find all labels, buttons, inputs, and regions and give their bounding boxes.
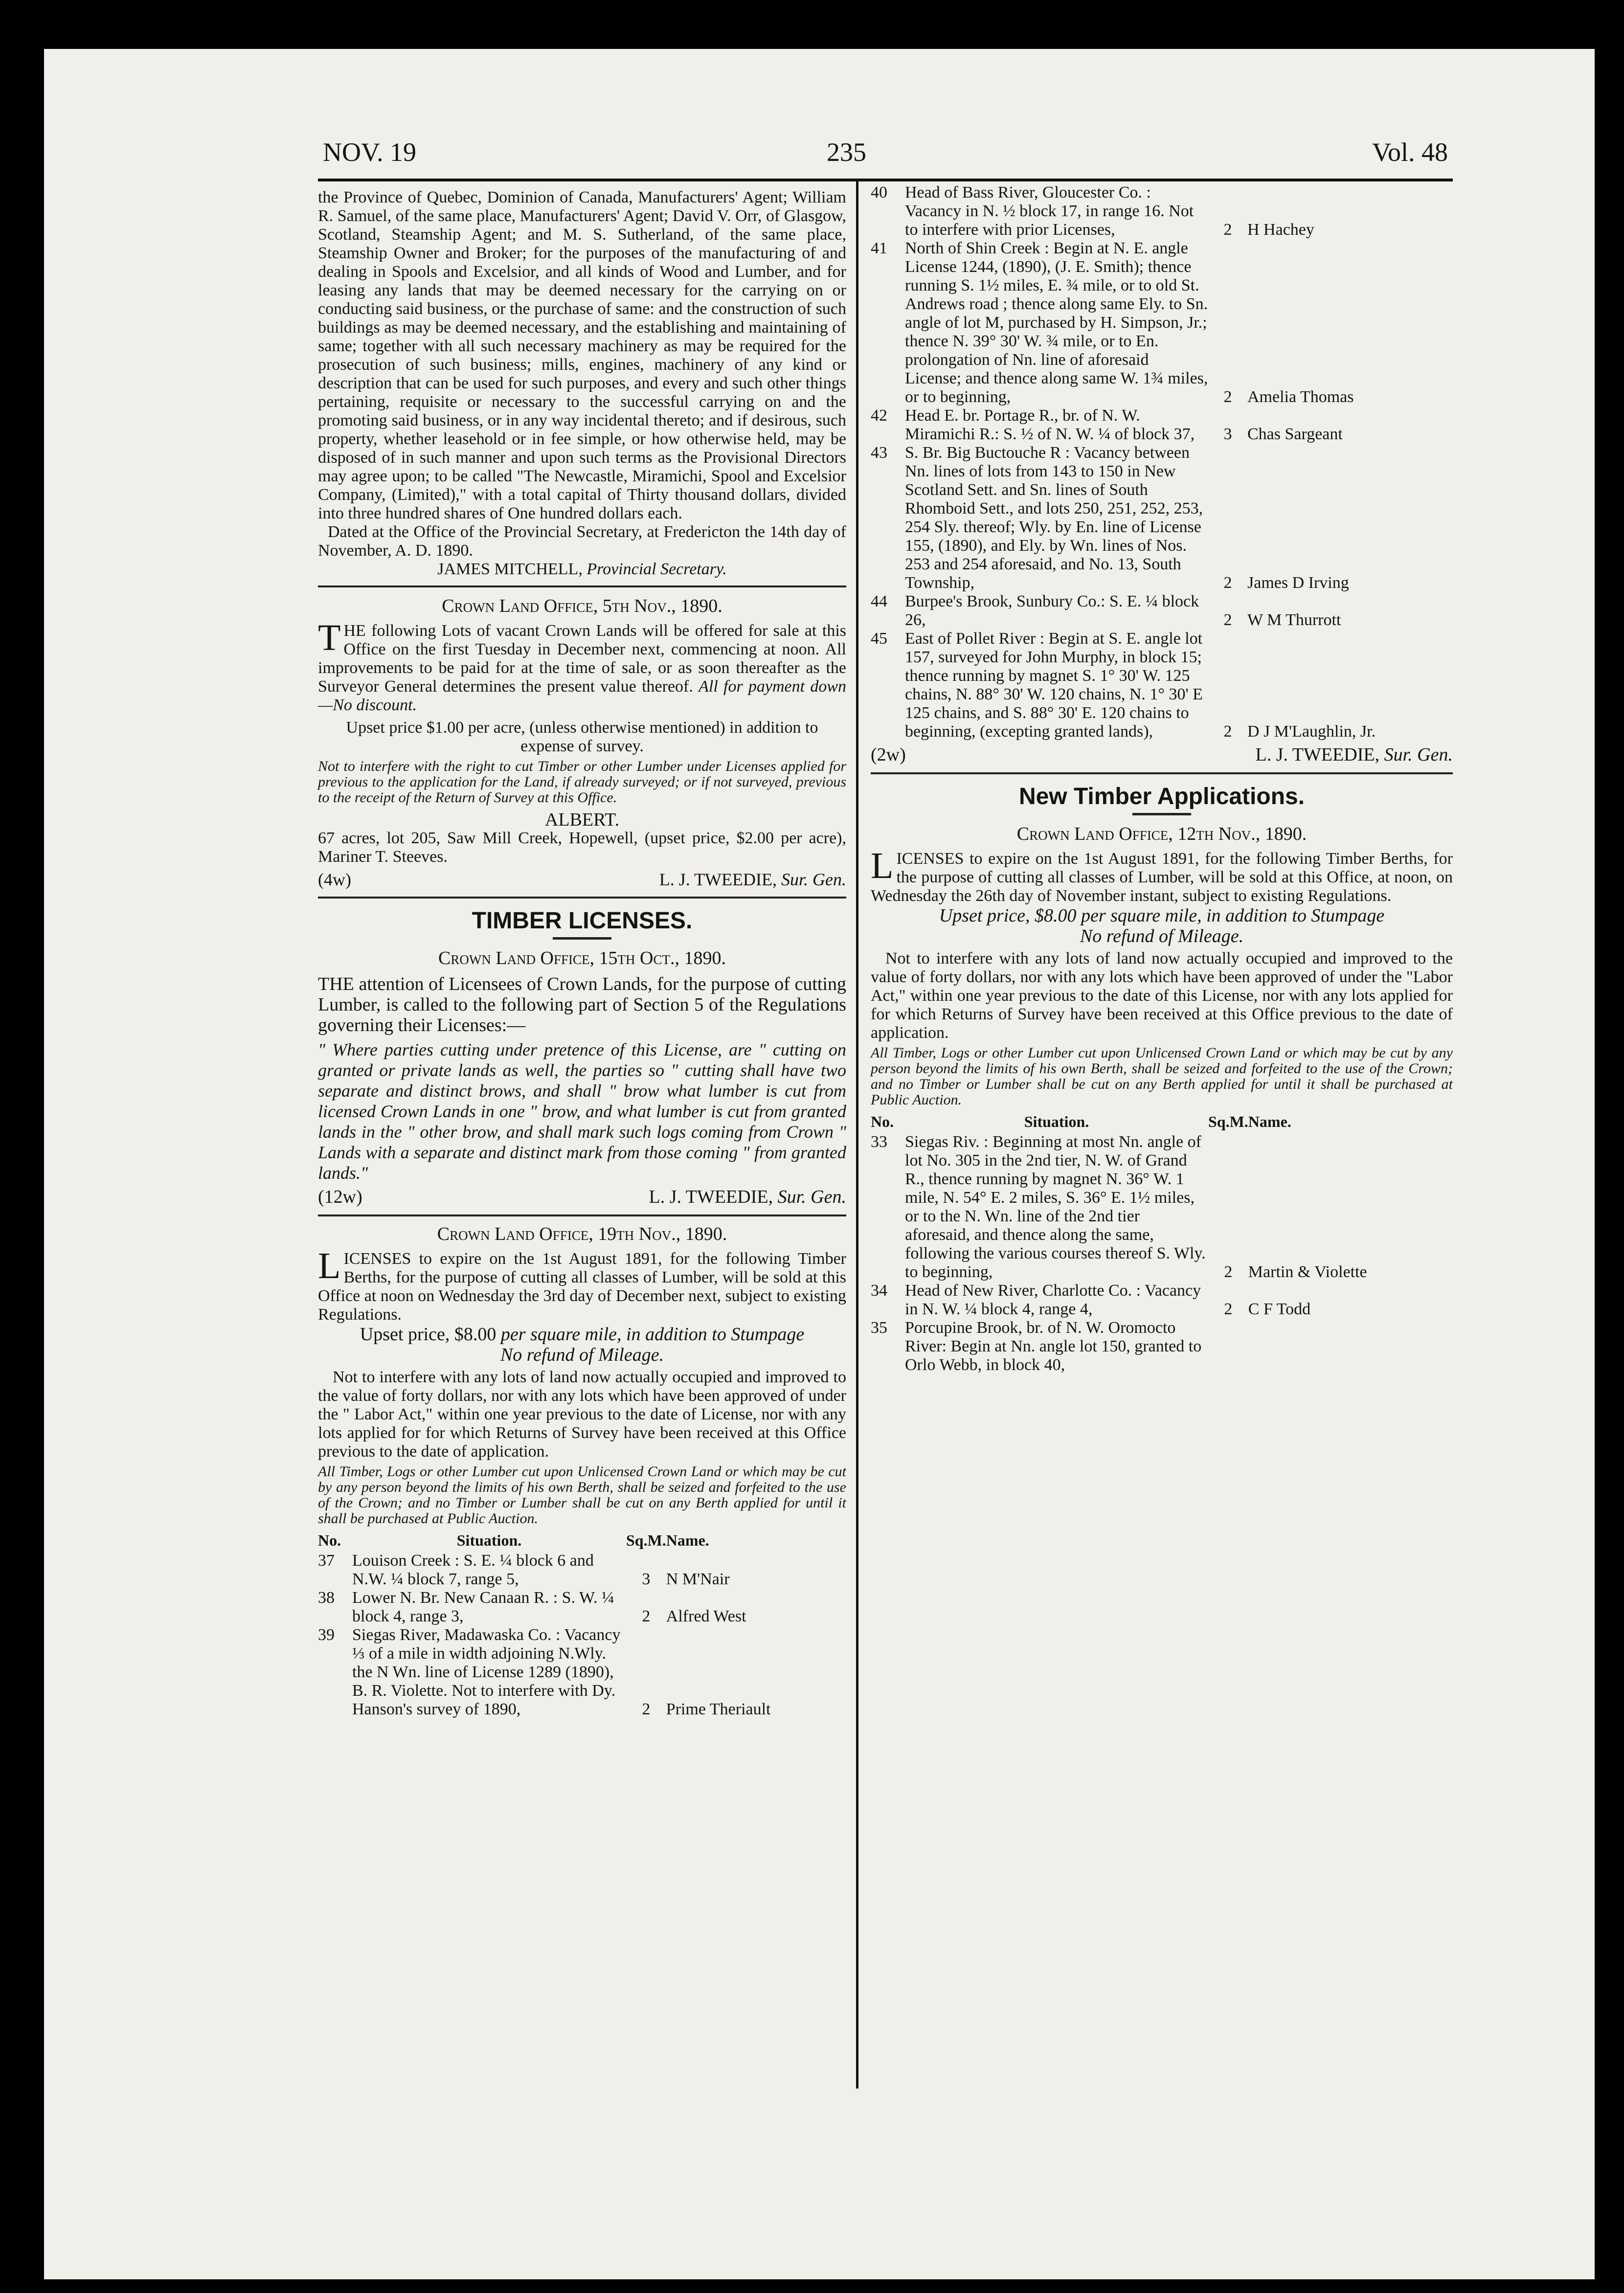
page-number: 235: [827, 137, 866, 167]
table-row: [871, 1281, 1453, 1319]
row-situation: Porcupine Brook, br. of N. W. Oromocto River: Begin at Nn. angle lot 150, granted to Orlo Webb, in block 40,: [905, 1319, 1202, 1374]
table-row: [871, 406, 1453, 444]
row-sqm: 3: [642, 1570, 651, 1588]
clo3-upset: Upset price, $8.00 per square mile, in addition to Stumpage No refund of Mileage.: [360, 1324, 805, 1365]
row-name: C F Todd: [1248, 1300, 1311, 1318]
timber-quote: " Where parties cutting under pretence of this License, are " cutting on granted or private lands as well, the parties so " cutting shall have two separate and distinct brows, and shall " brow what lumber is cut from licensed Crown Lands in one " brow, and what lumber is cut from granted lands in the " other brow, and shall mark such logs coming from Crown " Lands with a separate and distinct mark from those coming " from granted lands.": [318, 1040, 846, 1183]
col-situation: Situation.: [1024, 1113, 1089, 1130]
row-no: 41: [871, 239, 887, 257]
table-header-row: [871, 1111, 1453, 1133]
clo3-header: Crown Land Office, 19th Nov., 1890.: [437, 1224, 727, 1244]
clo1-note: Not to interfere with the right to cut Timber or other Lumber under Licenses applied for previous to the application for the Land, if already surveyed; or if not surveyed, previous to the receipt of the Return of Survey at this Office.: [318, 758, 846, 806]
timber-licenses-heading: TIMBER LICENSES.: [472, 908, 693, 934]
row-name: Alfred West: [666, 1607, 746, 1625]
row-no: 45: [871, 629, 887, 648]
row-name: W M Thurrott: [1247, 611, 1341, 629]
row-sqm: 2: [1224, 1263, 1233, 1281]
column-divider: [856, 181, 858, 2089]
continued-signature: (2w) L. J. TWEEDIE, Sur. Gen.: [871, 744, 1453, 765]
row-sqm: 2: [1223, 221, 1232, 239]
heading-rule: [1132, 813, 1191, 815]
new-table: [871, 1111, 1453, 1374]
row-sqm: 2: [1223, 611, 1232, 629]
row-situation: Burpee's Brook, Sunbury Co.: S. E. ¼ block 26,: [905, 592, 1199, 629]
table-row: [871, 1133, 1453, 1281]
col-sqm: Sq.M.: [626, 1531, 666, 1549]
row-sqm: 2: [1223, 574, 1232, 592]
row-situation: S. Br. Big Buctouche R : Vacancy between Nn. lines of lots from 143 to 150 in New Scotland Sett. and Sn. lines of South Rhomboid Sett., and lots 250, 251, 252, 253, 254 Sly. thereof; Wly. by En. line of License 155, (1890), and Ely. by Wn. lines of Nos. 253 and 254 aforesaid, and No. 13, South Township,: [905, 444, 1203, 592]
row-name: Amelia Thomas: [1247, 388, 1354, 406]
row-situation: Head of New River, Charlotte Co. : Vacancy in N. W. ¼ block 4, range 4,: [905, 1281, 1201, 1318]
row-no: 37: [318, 1551, 335, 1570]
row-situation: Head of Bass River, Gloucester Co. : Vacancy in N. ½ block 17, in range 16. Not to interfere with prior Licenses,: [905, 183, 1194, 239]
header-rule: [318, 179, 1453, 181]
row-situation: Siegas River, Madawaska Co. : Vacancy ⅓ of a mile in width adjoining N.Wly. the N Wn. line of License 1289 (1890), B. R. Violette. Not to interfere with Dy. Hanson's survey of 1890,: [352, 1626, 621, 1718]
row-situation: Louison Creek : S. E. ¼ block 6 and N.W. ¼ block 7, range 5,: [352, 1551, 594, 1588]
row-no: 39: [318, 1626, 335, 1644]
newspaper-page: [44, 49, 1595, 2279]
table-header-row: [318, 1529, 846, 1551]
row-sqm: 2: [642, 1700, 651, 1718]
table-row: [318, 1626, 846, 1719]
section-rule: [871, 772, 1453, 774]
row-situation: Head E. br. Portage R., br. of N. W. Miramichi R.: S. ½ of N. W. ¼ of block 37,: [905, 406, 1195, 443]
clo1-county: ALBERT.: [544, 809, 620, 830]
left-column: [318, 188, 846, 1719]
new-note: All Timber, Logs or other Lumber cut upon Unlicensed Crown Land or which may be cut by any person beyond the limits of his own Berth, shall be seized and forfeited to the use of the Crown; and no Timber or Lumber shall be cut on any Berth applied for until it shall be purchased at Public Auction.: [871, 1045, 1453, 1108]
section-rule: [318, 897, 846, 899]
row-name: Martin & Violette: [1248, 1263, 1367, 1281]
page-header: [279, 132, 1453, 186]
row-situation: Siegas Riv. : Beginning at most Nn. angle of lot No. 305 in the 2nd tier, N. W. of Grand R., thence running by magnet N. 36° W. 1 mile, N. 54° E. 2 miles, S. 36° E. 1½ miles, or to the N. Wn. line of the 2nd tier aforesaid, and thence along the same, following the various courses thereof S. Wly. to beginning,: [905, 1133, 1206, 1281]
page-content: [279, 132, 1453, 2089]
new-timber-heading: New Timber Applications.: [1018, 784, 1305, 809]
right-column: [871, 183, 1453, 1374]
row-name: N M'Nair: [666, 1570, 730, 1588]
clo1-signature: (4w) L. J. TWEEDIE, Sur. Gen.: [318, 870, 846, 889]
row-no: 34: [871, 1281, 887, 1300]
section-rule: [318, 1214, 846, 1216]
new-body: LICENSES to expire on the 1st August 1891, for the following Timber Berths, for the purpose of cutting all classes of Lumber, will be sold at this Office, at noon, on Wednesday the 26th day of November instant, subject to existing Regulations.: [871, 845, 1453, 905]
row-situation: North of Shin Creek : Begin at N. E. angle License 1244, (1890), (J. E. Smith); thence running S. 1½ miles, E. ¾ mile, or to old St. Andrews road ; thence along same Ely. to Sn. angle of lot M, purchased by H. Simpson, Jr.; thence N. 39° 30' W. ¾ mile, or to En. prolongation of Nn. line of aforesaid License; and thence along same W. 1¾ miles, or to beginning,: [905, 239, 1208, 406]
section-rule: [318, 585, 846, 587]
row-name: H Hachey: [1247, 221, 1314, 239]
row-sqm: 2: [1223, 388, 1232, 406]
row-sqm: [1208, 1319, 1248, 1374]
col-name: Name.: [666, 1531, 709, 1549]
table-row: [318, 1551, 846, 1589]
table-row: [871, 444, 1453, 592]
row-no: 38: [318, 1589, 335, 1607]
table-row: [318, 1589, 846, 1626]
table-row: [871, 1319, 1453, 1374]
timber-signature: (12w) L. J. TWEEDIE, Sur. Gen.: [318, 1187, 846, 1207]
col-no: No.: [871, 1113, 894, 1130]
row-situation: East of Pollet River : Begin at S. E. angle lot 157, surveyed for John Murphy, in block 15; thence running by magnet S. 1° 30' W. 125 chains, N. 88° 30' W. 120 chains, N. 1° 30' E 125 chains, and S. 88° 30' E. 120 chains to beginning, (excepting granted lands),: [905, 629, 1203, 741]
clo1-header: Crown Land Office, 5th Nov., 1890.: [442, 596, 722, 616]
row-no: 42: [871, 406, 887, 425]
row-no: 43: [871, 444, 887, 462]
row-no: 33: [871, 1133, 887, 1151]
row-name: Chas Sargeant: [1247, 425, 1343, 443]
new-header: Crown Land Office, 12th Nov., 1890.: [1016, 824, 1307, 844]
secretary-signature: JAMES MITCHELL, Provincial Secretary.: [437, 560, 727, 578]
row-situation: Lower N. Br. New Canaan R. : S. W. ¼ block 4, range 3,: [352, 1589, 614, 1625]
clo3-table: [318, 1529, 846, 1719]
clo3-body2: Not to interfere with any lots of land now actually occupied and improved to the value of forty dollars, nor with any lots which have been approved of under the " Labor Act," within one year previous to the date of License, nor with any lots applied for for which Returns of Survey have been received at this Office previous to the date of application.: [318, 1368, 846, 1461]
table-row: [871, 629, 1453, 741]
row-name: D J M'Laughlin, Jr.: [1247, 722, 1376, 741]
col-sqm: Sq.M.: [1208, 1113, 1248, 1130]
clo1-body: THE following Lots of vacant Crown Lands will be offered for sale at this Office on the first Tuesday in December next, commencing at noon. All improvements to be paid for at the time of sale, or as soon thereafter as the Surveyor General determines the present value thereof. All for payment down—No discount.: [318, 617, 847, 714]
row-sqm: 2: [642, 1607, 651, 1625]
heading-rule: [553, 937, 611, 940]
row-sqm: 3: [1223, 425, 1232, 443]
dated-line: Dated at the Office of the Provincial Secretary, at Fredericton the 14th day of November, A. D. 1890.: [318, 523, 846, 560]
clo1-upset: Upset price $1.00 per acre, (unless otherwise mentioned) in addition to expense of survey.: [346, 719, 818, 755]
col-name: Name.: [1248, 1113, 1291, 1130]
row-sqm: 2: [1223, 722, 1232, 741]
timber-header: Crown Land Office, 15th Oct., 1890.: [438, 948, 726, 968]
row-sqm: 2: [1224, 1300, 1233, 1318]
timber-body: THE attention of Licensees of Crown Lands, for the purpose of cutting Lumber, is called to the following part of Section 5 of the Regulations governing their Licenses:—: [318, 974, 846, 1035]
continued-table: [871, 183, 1453, 741]
header-date: NOV. 19: [323, 137, 417, 167]
col-situation: Situation.: [456, 1531, 522, 1549]
row-name: [1248, 1319, 1453, 1374]
col-no: No.: [318, 1531, 341, 1549]
table-row: [871, 592, 1453, 629]
row-name: James D Irving: [1247, 574, 1349, 592]
clo3-body: LICENSES to expire on the 1st August 1891, for the following Timber Berths, for the purpose of cutting all classes of Lumber, will be sold at this Office at noon on Wednesday the 3rd day of December next, subject to existing Regulations.: [318, 1245, 846, 1324]
table-row: [871, 183, 1453, 239]
new-body2: Not to interfere with any lots of land now actually occupied and improved to the value of forty dollars, nor with any lots which have been approved of under the "Labor Act," within one year previous to the date of this License, nor with any lots applied for for which Returns of Survey have been received at this Office previous to the date of application.: [871, 949, 1453, 1042]
row-no: 35: [871, 1319, 887, 1337]
clo3-note: All Timber, Logs or other Lumber cut upon Unlicensed Crown Land or which may be cut by any person beyond the limits of his own Berth, shall be seized and forfeited to the use of the Crown; and no Timber or Lumber shall be cut on any Berth applied for until it shall be purchased at Public Auction.: [318, 1463, 846, 1527]
new-upset: Upset price, $8.00 per square mile, in addition to Stumpage No refund of Mileage.: [939, 905, 1385, 946]
table-row: [871, 239, 1453, 406]
company-notice: the Province of Quebec, Dominion of Canada, Manufacturers' Agent; William R. Samuel, of the same place, Manufacturers' Agent; David V. Orr, of Glasgow, Scotland, Steamship Agent; and M. S. Sutherland, of the same place, Steamship Owner and Broker; for the purposes of the manufacturing of and dealing in Spools and Excelsior, and all kinds of Wood and Lumber, and for leasing any lands that may be deemed necessary for the carrying on or conducting said business, or the purchase of same: and the construction of such buildings as may be deemed necessary, and the establishing and maintaining of same; together with all such necessary machinery as may be required for the prosecution of such business; mills, engines, machinery of any kind or description that can be used for such purposes, and every and such other things pertaining, requisite or necessary to the successful carrying on and the promoting said business, or in any way incidental thereto; and if desirous, such property, whether leasehold or in fee simple, or how otherwise held, may be disposed of in such manner and upon such terms as the Provisional Directors may agree upon; to be called "The Newcastle, Miramichi, Spool and Excelsior Company, (Limited)," with a total capital of Thirty thousand dollars, divided into three hundred shares of One hundred dollars each.: [318, 188, 846, 522]
clo1-lot: 67 acres, lot 205, Saw Mill Creek, Hopewell, (upset price, $2.00 per acre), Mariner T. Steeves.: [318, 829, 846, 866]
row-no: 40: [871, 183, 887, 202]
row-name: Prime Theriault: [666, 1700, 771, 1718]
row-no: 44: [871, 592, 887, 610]
volume-number: Vol. 48: [1372, 137, 1448, 167]
